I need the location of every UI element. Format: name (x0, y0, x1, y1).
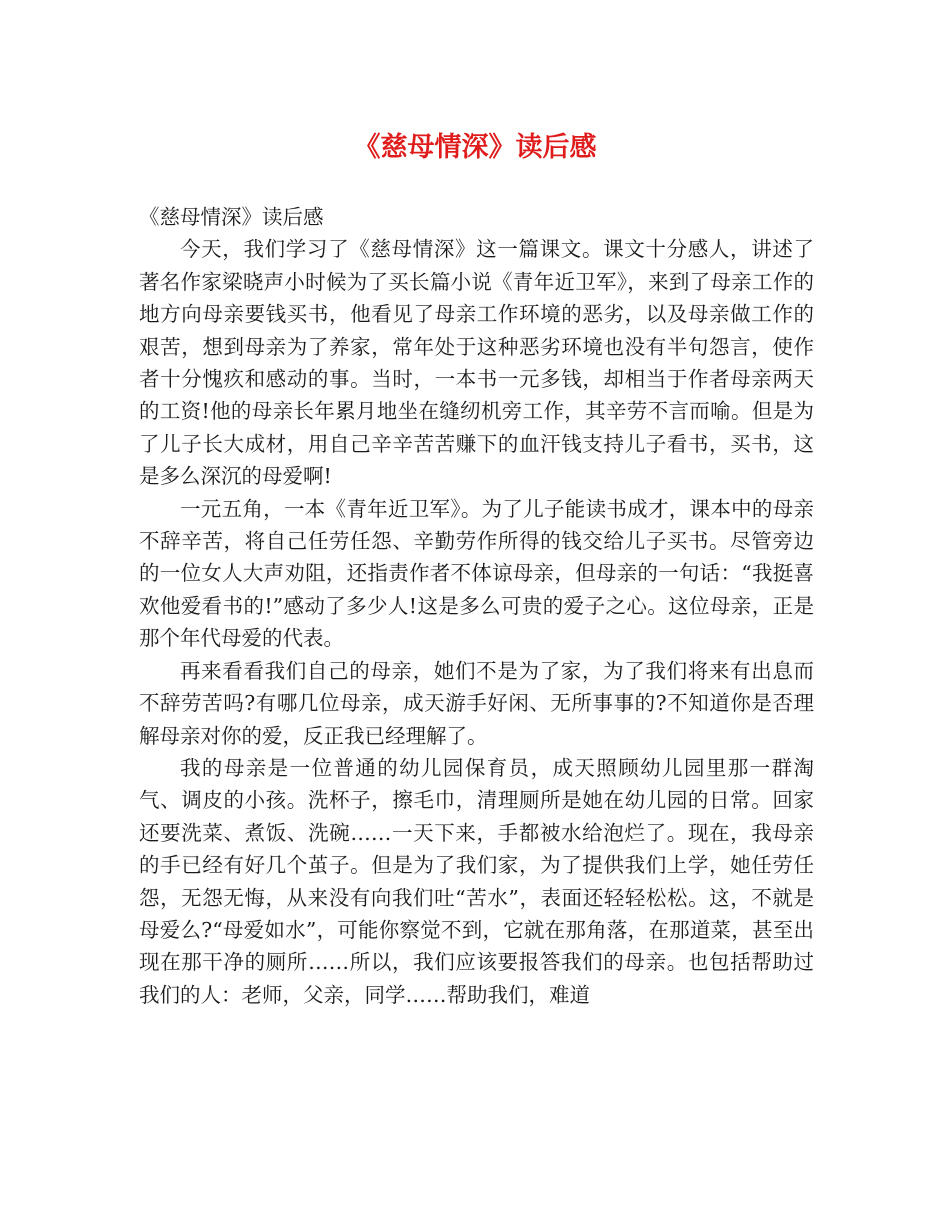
document-body (139, 201, 814, 1011)
paragraph-3: 再来看看我们自己的母亲，她们不是为了家，为了我们将来有出息而不辞劳苦吗?有哪几位母亲，成天游手好闲、无所事事的?不知道你是否理解母亲对你的爱，反正我已经理解了。 (139, 658, 814, 748)
paragraph-1: 今天，我们学习了《慈母情深》这一篇课文。课文十分感人，讲述了著名作家梁晓声小时候为了买长篇小说《青年近卫军》，来到了母亲工作的地方向母亲要钱买书，他看见了母亲工作环境的恶劣，以及母亲做工作的艰苦，想到母亲为了养家，常年处于这种恶劣环境也没有半句怨言，使作者十分愧疚和感动的事。当时，一本书一元多钱，却相当于作者母亲两天的工资!他的母亲长年累月地坐在缝纫机旁工作，其辛劳不言而喻。但是为了儿子长大成材，用自己辛辛苦苦赚下的血汗钱支持儿子看书，买书，这是多么深沉的母爱啊! (139, 237, 814, 489)
document-subtitle: 《慈母情深》读后感 (139, 205, 324, 229)
document-title: 《慈母情深》读后感 (353, 132, 597, 163)
paragraph-2: 一元五角，一本《青年近卫军》。为了儿子能读书成才，课本中的母亲不辞辛苦，将自己任劳任怨、辛勤劳作所得的钱交给儿子买书。尽管旁边的一位女人大声劝阻，还指责作者不体谅母亲，但母亲的一句话：“我挺喜欢他爱看书的!”感动了多少人!这是多么可贵的爱子之心。这位母亲，正是那个年代母爱的代表。 (139, 496, 814, 651)
paragraph-4: 我的母亲是一位普通的幼儿园保育员，成天照顾幼儿园里那一群淘气、调皮的小孩。洗杯子，擦毛巾，清理厕所是她在幼儿园的日常。回家还要洗菜、煮饭、洗碗……一天下来，手都被水给泡烂了。现在，我母亲的手已经有好几个茧子。但是为了我们家，为了提供我们上学，她任劳任怨，无怨无悔，从来没有向我们吐“苦水”，表面还轻轻松松。这，不就是母爱么?“母爱如水”，可能你察觉不到，它就在那角落，在那道菜，甚至出现在那干净的厕所……所以，我们应该要报答我们的母亲。也包括帮助过我们的人：老师，父亲，同学……帮助我们，难道 (139, 755, 814, 1007)
